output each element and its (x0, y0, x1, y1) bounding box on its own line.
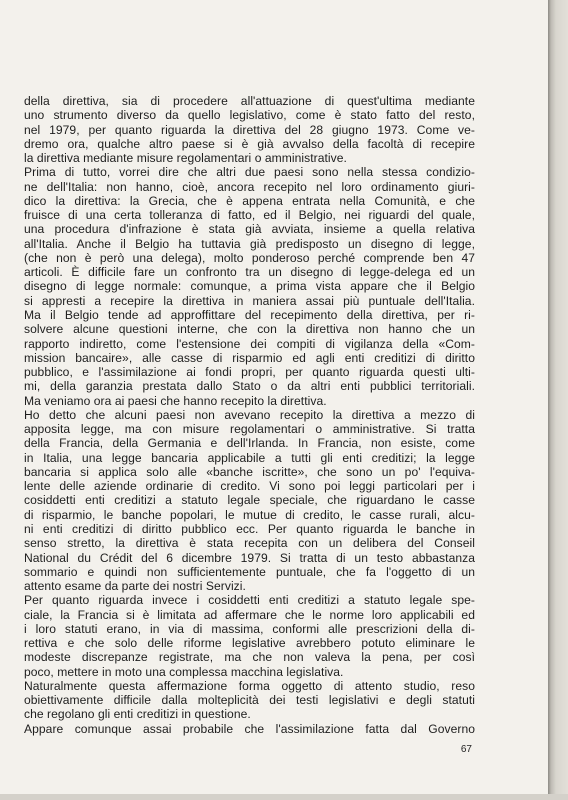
text-line: rettiva e che solo delle riforme legislative avrebbero potuto eliminare le (24, 636, 475, 651)
text-line: obiettivamente difficile dalla molteplicità dei testi legislativi e degli statuti (24, 693, 475, 708)
text-line: della direttiva, sia di procedere all'attuazione di quest'ultima mediante (24, 94, 475, 108)
text-line: uno strumento diverso da quello legislativo, come è stato fatto del resto, (24, 108, 475, 123)
paragraph (24, 679, 475, 722)
text-line: sommario e quindi non sufficientemente puntuale, che fa l'oggetto di un (24, 564, 475, 579)
text-line: fruisce di una certa tolleranza di fatto, ed il Belgio, nei riguardi del quale, (24, 208, 475, 223)
text-line: di risparmio, le banche popolari, le mutue di credito, le casse rurali, alcu- (24, 507, 475, 522)
text-line: dremo ora, qualche altro paese si è già avvalso della facoltà di recepire (24, 136, 475, 151)
text-line: della Francia, della Germania e dell'Irlanda. In Francia, non esiste, come (24, 436, 475, 451)
text-line: una procedura d'infrazione è stata già avviata, insieme a quella relativa (24, 222, 475, 237)
text-line: la direttiva mediante misure regolamentari o amministrative. (24, 151, 347, 166)
text-line: ciale, la Francia si è limitata ad affermare che le norme loro applicabili ed (24, 607, 475, 622)
paragraph (24, 94, 475, 165)
text-line: cosiddetti enti creditizi a statuto legale speciale, che riguardano le casse (24, 493, 475, 508)
text-line: dico la direttiva: la Grecia, che è appena entrata nella Comunità, e che (24, 193, 475, 208)
text-line: National du Crédit del 6 dicembre 1979. Si tratta di un testo abbastanza (24, 550, 475, 565)
text-line: mi, della garanzia prestata dallo Stato o da altri enti pubblici territoriali. (24, 379, 475, 394)
text-line: senso stretto, la direttiva è stata recepita con un delibera del Conseil (24, 536, 475, 551)
book-bottom-edge (0, 794, 568, 800)
text-line: i loro statuti erano, in via di massima, conformi alle prescrizioni della di- (24, 621, 475, 636)
text-line: attento esame da parte dei nostri Servizi. (24, 579, 246, 594)
paragraph (24, 408, 475, 593)
text-line: mission bancaire», alle casse di risparmio ed agli enti creditizi di diritto (24, 350, 475, 365)
text-line: Naturalmente questa affermazione forma oggetto di attento studio, reso (24, 678, 475, 693)
paragraph (24, 165, 475, 408)
text-line: in Italia, una legge bancaria applicabile a tutti gli enti creditizi; la legge (24, 450, 475, 465)
text-line: rapporto indiretto, come l'estensione dei compiti di vigilanza della «Com- (24, 336, 475, 351)
text-line: si appresti a recepire la direttiva in maniera assai più puntuale dell'Italia. (24, 293, 475, 308)
text-line: Ma il Belgio tende ad approffittare del recepimento della direttiva, per ri- (24, 307, 475, 322)
text-line: ne dell'Italia: non hanno, cioè, ancora recepito nel loro ordinamento giuri- (24, 179, 475, 194)
text-line: articoli. È difficile fare un confronto tra un disegno di legge-delega ed un (24, 265, 475, 280)
text-line: Prima di tutto, vorrei dire che altri due paesi sono nella stessa condizio- (24, 165, 475, 180)
text-line: all'Italia. Anche il Belgio ha tuttavia già predisposto un disegno di legge, (24, 236, 475, 251)
text-line: solvere alcune questioni interne, che con la direttiva non hanno che un (24, 322, 475, 337)
text-line: modeste discrepanze registrate, ma che non valeva la pena, per così (24, 650, 475, 665)
text-line: bancaria si applica solo alle «banche iscritte», che sono un po' l'equiva- (24, 464, 475, 479)
text-line: lente delle aziende ordinarie di credito. Vi sono poi leggi particolari per i (24, 479, 475, 494)
text-line: Appare comunque assai probabile che l'assimilazione fatta dal Governo (24, 721, 475, 736)
text-line: Ho detto che alcuni paesi non avevano recepito la direttiva a mezzo di (24, 407, 475, 422)
text-line: (che non è però una delega), molto ponderoso perché comprende ben 47 (24, 250, 475, 265)
text-line: Ma veniamo ora ai paesi che hanno recepito la direttiva. (24, 393, 327, 408)
text-line: nel 1979, per quanto riguarda la direttiva del 28 giugno 1973. Come ve- (24, 122, 475, 137)
text-line: poco, mettere in moto una complessa macchina legislativa. (24, 664, 344, 679)
book-page-edge (548, 0, 568, 800)
text-line: disegno di legge normale: comunque, a prima vista appare che il Belgio (24, 279, 475, 294)
text-line: Per quanto riguarda invece i cosiddetti enti creditizi a statuto legale spe- (24, 593, 475, 608)
text-line: apposita legge, ma con misure regolamentari o amministrative. Si tratta (24, 422, 475, 437)
text-line: che regolano gli enti creditizi in questione. (24, 707, 251, 722)
body-text (24, 94, 475, 736)
paragraph (24, 593, 475, 679)
paragraph (24, 722, 475, 736)
page-number: 67 (460, 744, 472, 755)
text-line: ni enti creditizi di diritto pubblico ecc. Per quanto riguarda le banche in (24, 521, 475, 536)
text-line: pubblico, e l'assimilazione ai fondi propri, per quanto riguarda questi ulti- (24, 365, 475, 380)
